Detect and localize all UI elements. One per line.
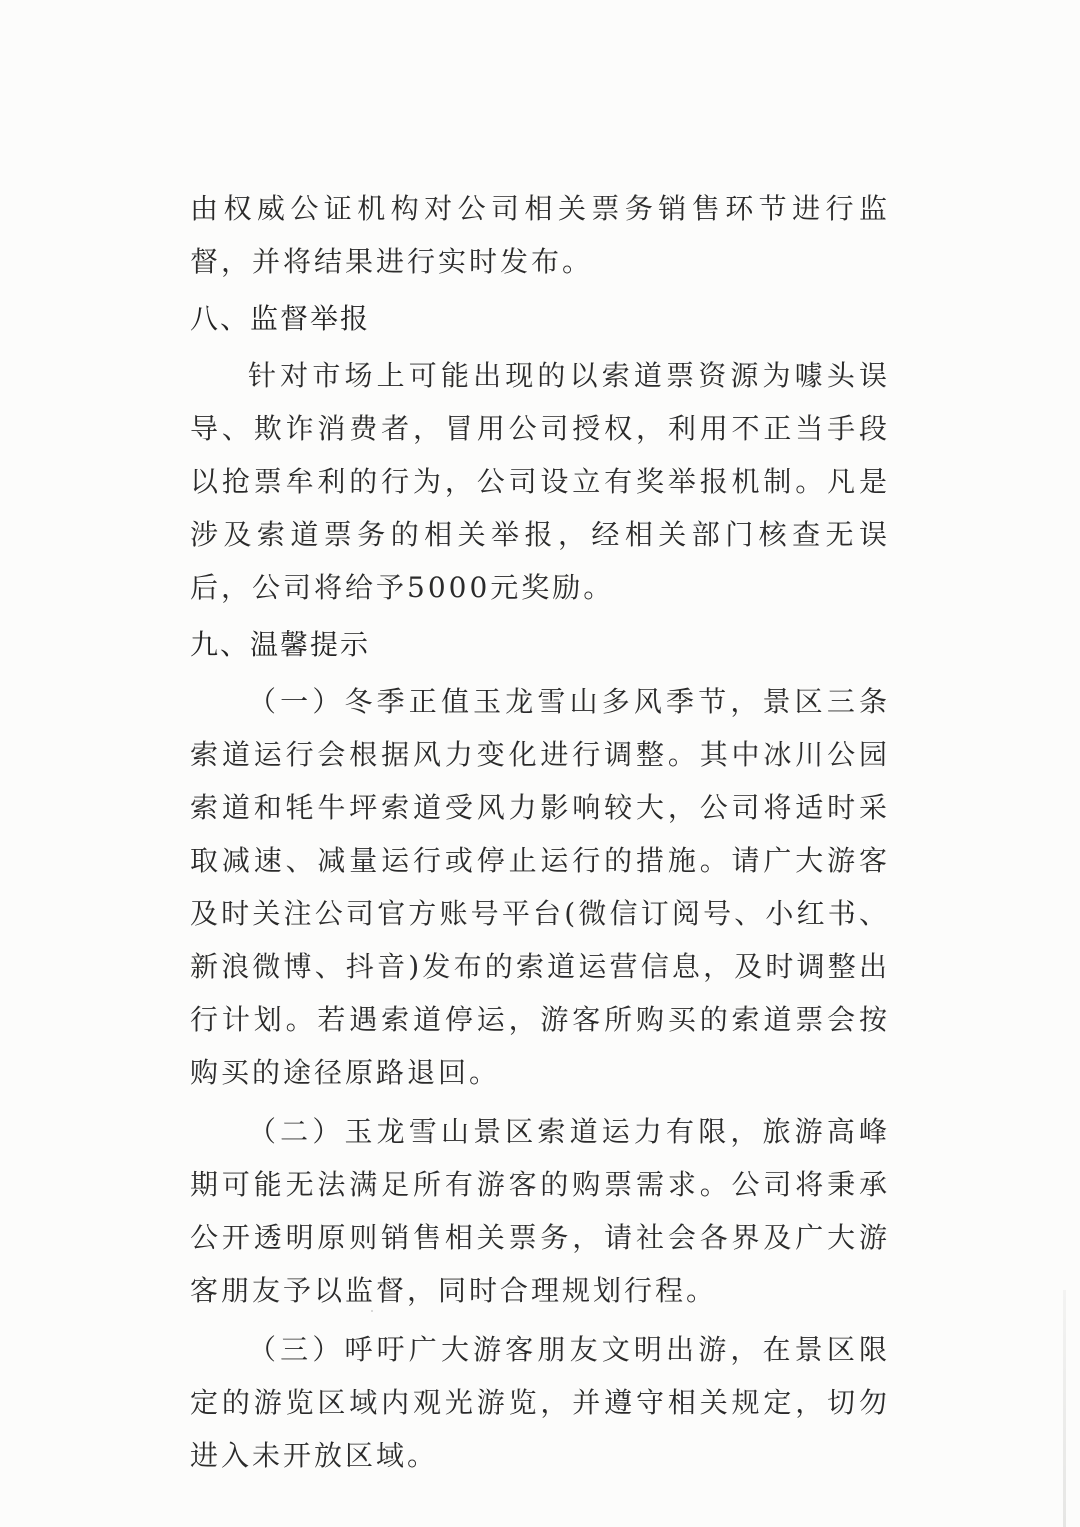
paragraph-reporting: 针对市场上可能出现的以索道票资源为噱头误导、欺诈消费者，冒用公司授权，利用不正当手段以抢票牟利的行为，公司设立有奖举报机制。凡是涉及索道票务的相关举报，经相关部门核查无误后，公司将给予5000元奖励。 [190,359,890,604]
document-body [190,182,890,1482]
paragraph-tip-2: （二）玉龙雪山景区索道运力有限，旅游高峰期可能无法满足所有游客的购票需求。公司将秉承公开透明原则销售相关票务，请社会各界及广大游客朋友予以监督，同时合理规划行程。 [190,1115,890,1307]
scan-speck [371,1310,373,1312]
paragraph-supervision-continued: 由权威公证机构对公司相关票务销售环节进行监督，并将结果进行实时发布。 [190,192,890,278]
scan-edge-shadow [1063,1290,1066,1527]
paragraph-tip-1: （一）冬季正值玉龙雪山多风季节，景区三条索道运行会根据风力变化进行调整。其中冰川公园索道和牦牛坪索道受风力影响较大，公司将适时采取减速、减量运行或停止运行的措施。请广大游客及时关注公司官方账号平台(微信订阅号、小红书、新浪微博、抖音)发布的索道运营信息，及时调整出行计划。若遇索道停运，游客所购买的索道票会按购买的途径原路退回。 [190,685,890,1089]
paragraph-tip-3: （三）呼吁广大游客朋友文明出游，在景区限定的游览区域内观光游览，并遵守相关规定，切勿进入未开放区域。 [190,1333,890,1472]
section-heading-9: 九、温馨提示 [190,628,371,661]
section-heading-8: 八、监督举报 [190,302,371,335]
